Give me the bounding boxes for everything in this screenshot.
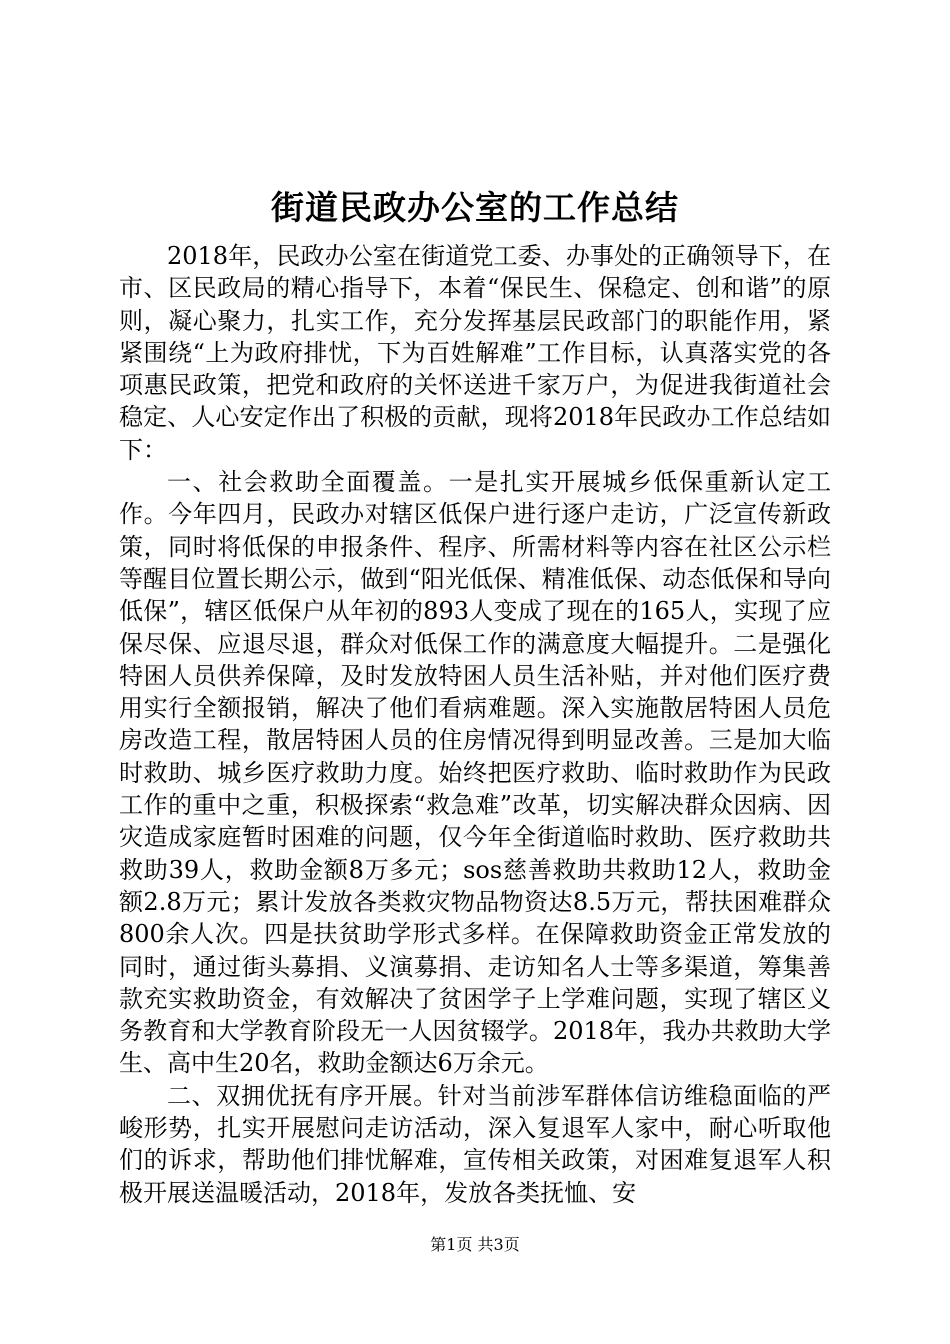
document-body <box>119 240 831 1209</box>
paragraph-military-support: 二、双拥优抚有序开展。针对当前涉军群体信访维稳面临的严峻形势，扎实开展慰问走访活动，深入复退军人家中，耐心听取他们的诉求，帮助他们排忧解难，宣传相关政策，对困难复退军人积极开展送温暖活动，2018年，发放各类抚恤、安 <box>119 1081 831 1207</box>
paragraph-intro: 2018年，民政办公室在街道党工委、办事处的正确领导下，在市、区民政局的精心指导下，本着“保民生、保稳定、创和谐”的原则，凝心聚力，扎实工作，充分发挥基层民政部门的职能作用，紧紧围绕“上为政府排忧，下为百姓解难”工作目标，认真落实党的各项惠民政策，把党和政府的关怀送进千家万户，为促进我街道社会稳定、人心安定作出了积极的贡献，现将2018年民政办工作总结如下： <box>119 242 831 464</box>
paragraph-social-assistance: 一、社会救助全面覆盖。一是扎实开展城乡低保重新认定工作。今年四月，民政办对辖区低保户进行逐户走访，广泛宣传新政策，同时将低保的申报条件、程序、所需材料等内容在社区公示栏等醒目位置长期公示，做到“阳光低保、精准低保、动态低保和导向低保”，辖区低保户从年初的893人变成了现在的165人，实现了应保尽保、应退尽退，群众对低保工作的满意度大幅提升。二是强化特困人员供养保障，及时发放特困人员生活补贴，并对他们医疗费用实行全额报销，解决了他们看病难题。深入实施散居特困人员危房改造工程，散居特困人员的住房情况得到明显改善。三是加大临时救助、城乡医疗救助力度。始终把医疗救助、临时救助作为民政工作的重中之重，积极探索“救急难”改革，切实解决群众因病、因灾造成家庭暂时困难的问题，仅今年全街道临时救助、医疗救助共救助39人，救助金额8万多元；sos慈善救助共救助12人，救助金额2.8万元；累计发放各类救灾物品物资达8.5万元，帮扶困难群众800余人次。四是扶贫助学形式多样。在保障救助资金正常发放的同时，通过街头募捐、义演募捐、走访知名人士等多渠道，筹集善款充实救助资金，有效解决了贫困学子上学难问题，实现了辖区义务教育和大学教育阶段无一人因贫辍学。2018年，我办共救助大学生、高中生20名，救助金额达6万余元。 <box>119 468 831 1078</box>
document-title: 街道民政办公室的工作总结 <box>271 188 679 227</box>
page-number-footer: 第1页 共3页 <box>430 1235 520 1254</box>
